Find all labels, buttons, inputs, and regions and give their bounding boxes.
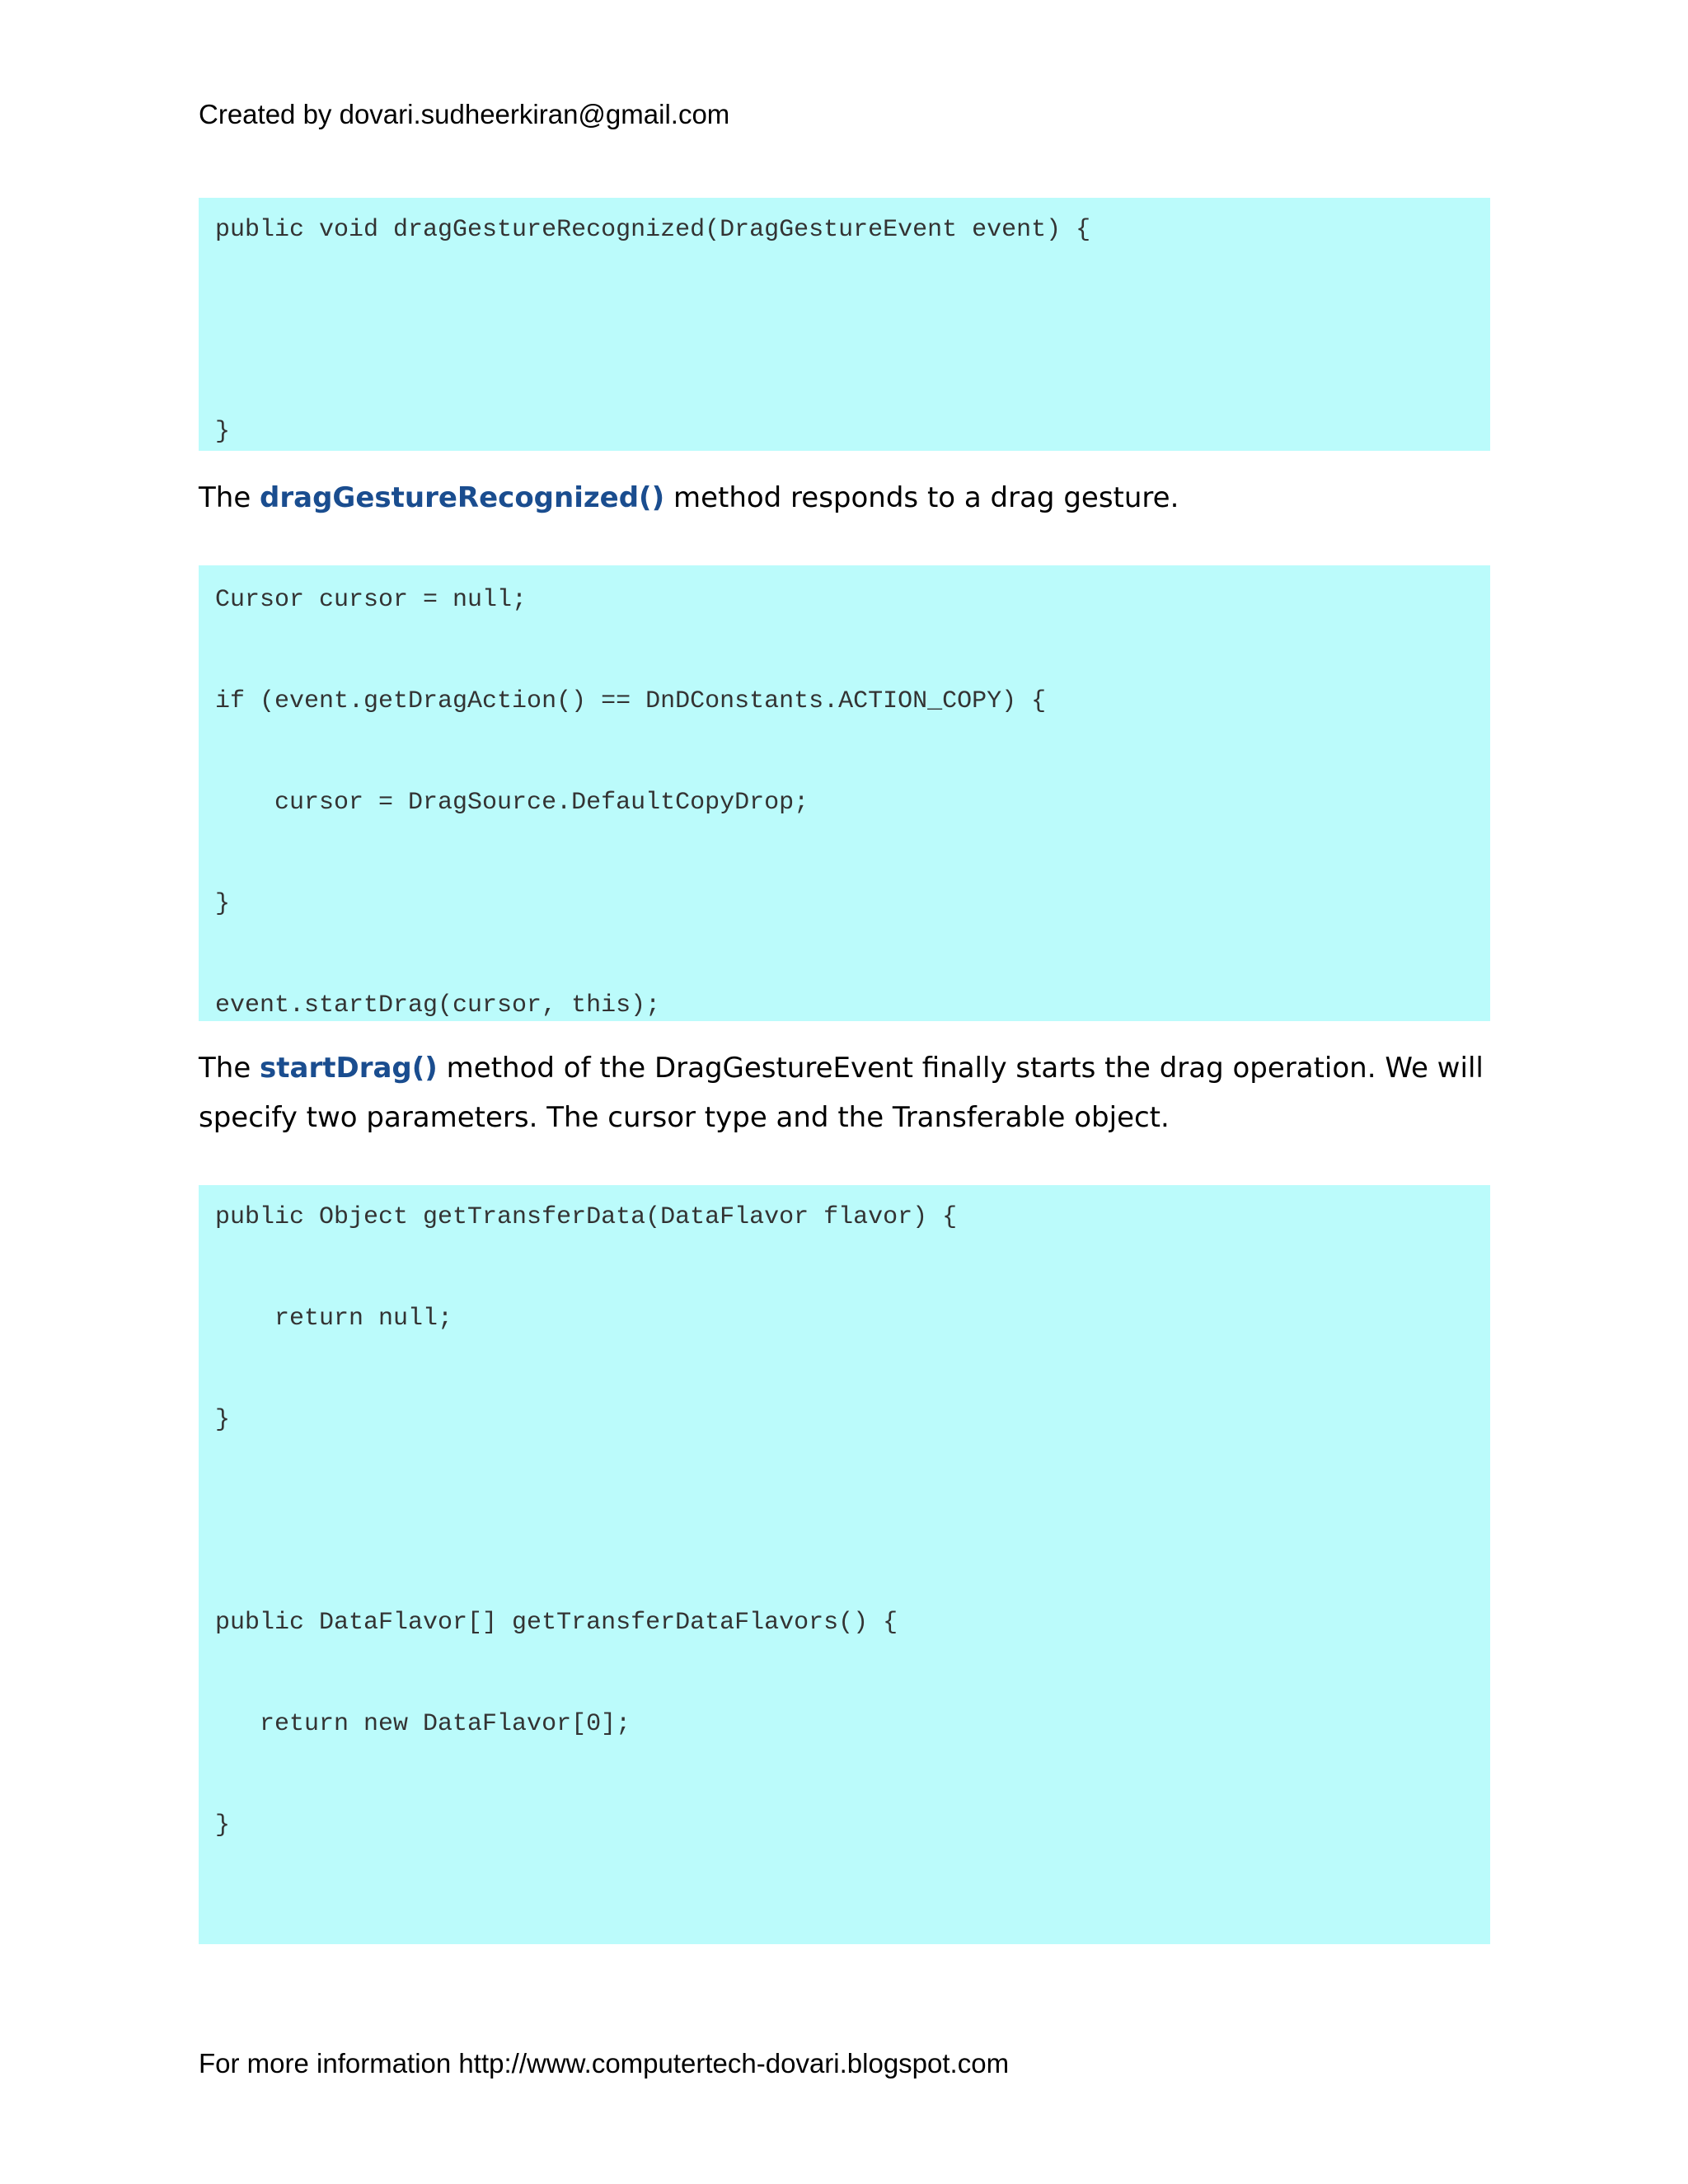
paragraph-start-drag: [199, 1043, 1493, 1142]
code-line: return new DataFlavor[0];: [215, 1710, 631, 1738]
code-block-drag-gesture-recognized: [199, 198, 1490, 451]
code-line: }: [215, 890, 231, 918]
code-line: Cursor cursor = null;: [215, 586, 528, 614]
code-line: cursor = DragSource.DefaultCopyDrop;: [215, 789, 809, 817]
code-line: public void dragGestureRecognized(DragGestureEvent event) {: [215, 216, 1091, 244]
code-block-start-drag: [199, 565, 1490, 1021]
paragraph-prefix: The: [199, 1052, 260, 1085]
code-block-transfer-data: [199, 1185, 1490, 1944]
code-line: if (event.getDragAction() == DnDConstants.ACTION_COPY) {: [215, 687, 1047, 715]
code-line: public DataFlavor[] getTransferDataFlavors() {: [215, 1609, 898, 1637]
page-header: Created by dovari.sudheerkiran@gmail.com: [199, 99, 730, 129]
paragraph-suffix: method of the DragGestureEvent finally starts the drag operation. We will specify two parameters. The cursor type and the Transferable object.: [199, 1052, 1484, 1134]
code-line: public Object getTransferData(DataFlavor flavor) {: [215, 1203, 958, 1231]
code-line: event.startDrag(cursor, this);: [215, 991, 661, 1019]
paragraph-drag-gesture-recognized: [199, 473, 1493, 523]
code-line: }: [215, 1811, 231, 1840]
code-line: }: [215, 418, 231, 446]
code-line: }: [215, 1406, 231, 1434]
paragraph-suffix: method responds to a drag gesture.: [664, 481, 1179, 514]
code-line: return null;: [215, 1305, 453, 1333]
paragraph-prefix: The: [199, 481, 260, 514]
page-footer: For more information http://www.computertech-dovari.blogspot.com: [199, 2048, 1010, 2079]
method-name-keyword: dragGestureRecognized(): [260, 481, 665, 514]
method-name-keyword: startDrag(): [260, 1052, 438, 1085]
